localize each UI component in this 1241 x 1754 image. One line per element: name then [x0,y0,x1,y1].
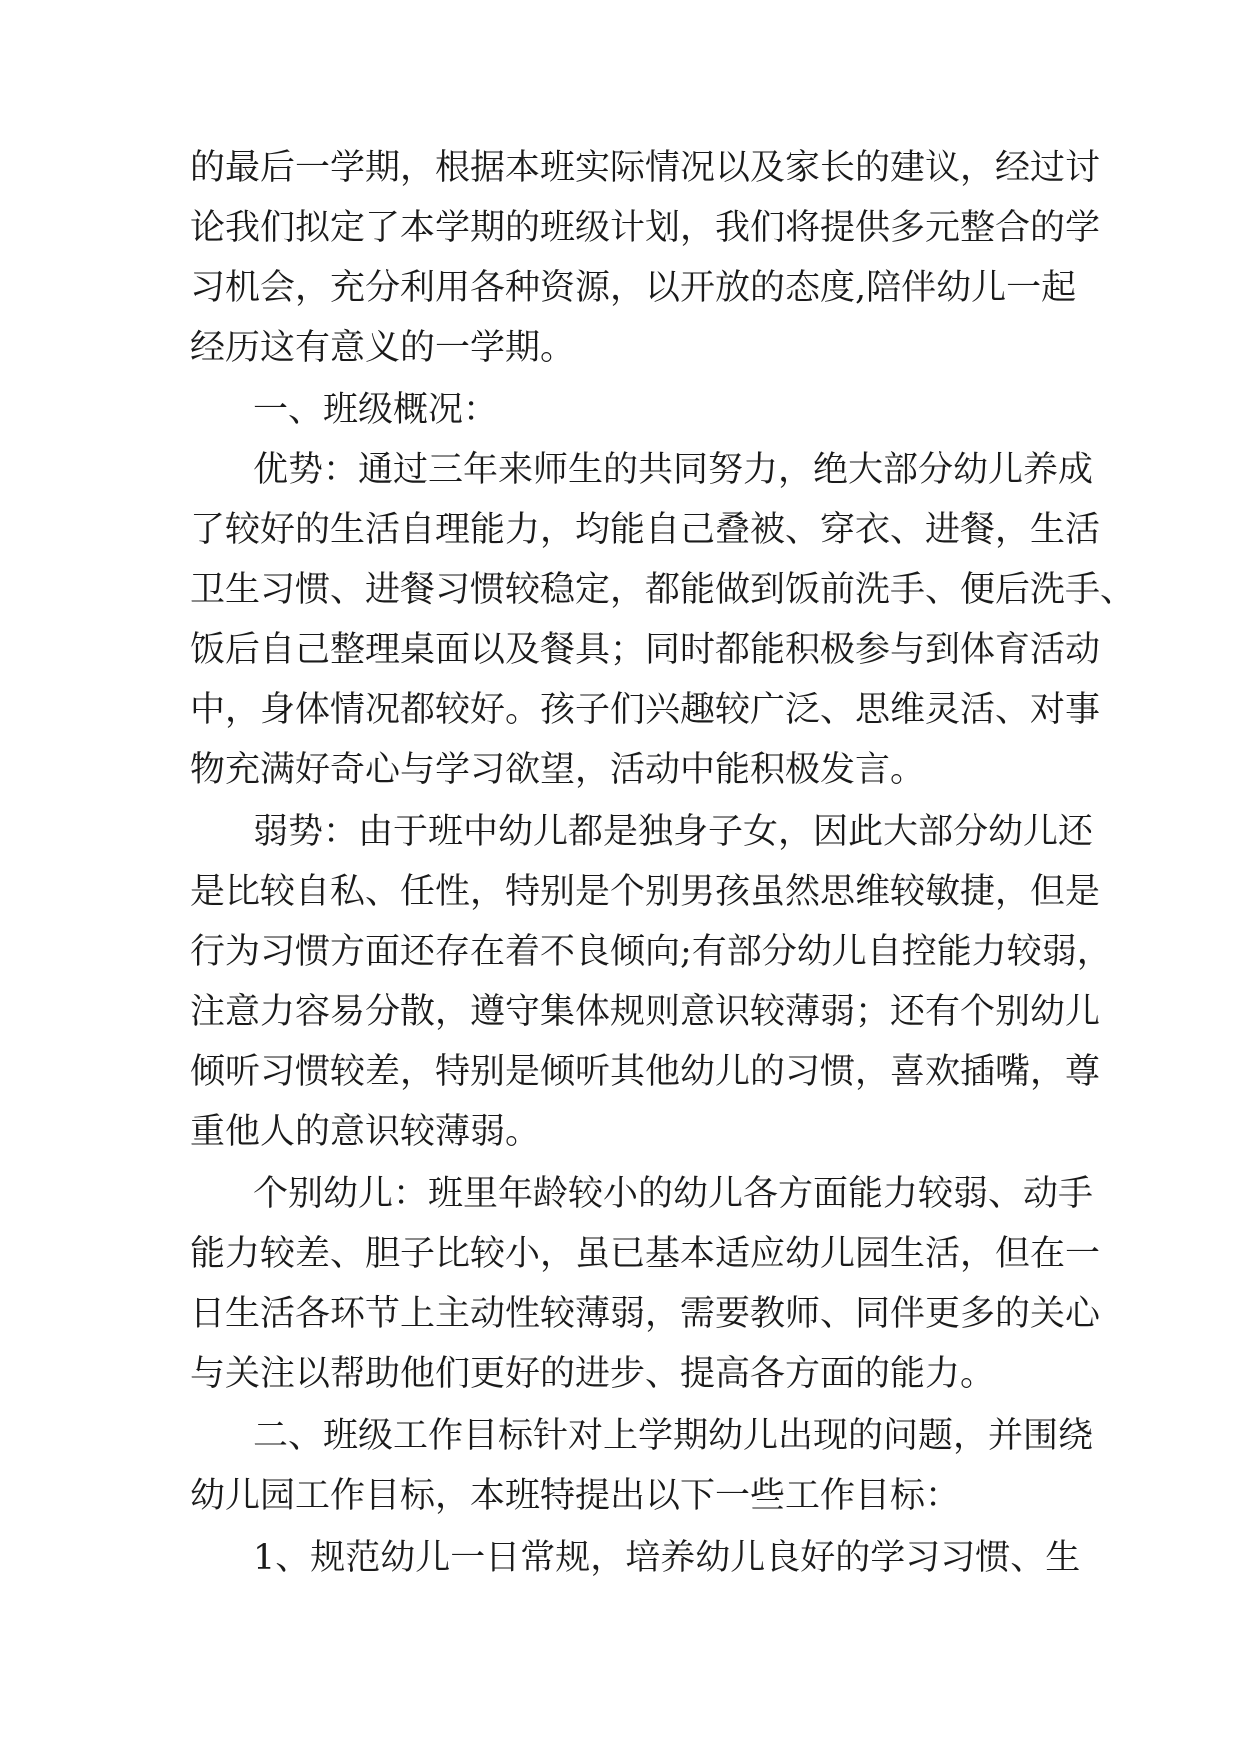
paragraph-individual-line-3: 日生活各环节上主动性较薄弱，需要教师、同伴更多的关心 [190,1294,1101,1334]
paragraph-individual-line-4: 与关注以帮助他们更好的进步、提高各方面的能力。 [190,1354,996,1394]
paragraph-weaknesses-line-5: 倾听习惯较差，特别是倾听其他幼儿的习惯，喜欢插嘴，尊 [190,1052,1101,1092]
paragraph-strengths-line-4: 饭后自己整理桌面以及餐具；同时都能积极参与到体育活动 [190,630,1101,670]
paragraph-strengths-line-6: 物充满好奇心与学习欲望，活动中能积极发言。 [190,750,926,790]
paragraph-goals-line-2: 幼儿园工作目标，本班特提出以下一些工作目标： [190,1476,961,1516]
paragraph-strengths-line-2: 了较好的生活自理能力，均能自己叠被、穿衣、进餐，生活 [190,510,1101,550]
paragraph-strengths-line-1: 优势：通过三年来师生的共同努力，绝大部分幼儿养成 [253,450,1094,490]
paragraph-intro-line-1: 的最后一学期，根据本班实际情况以及家长的建议，经过讨 [190,148,1101,188]
paragraph-goals-line-1: 二、班级工作目标针对上学期幼儿出现的问题，并围绕 [253,1416,1094,1456]
paragraph-individual-line-2: 能力较差、胆子比较小，虽已基本适应幼儿园生活，但在一 [190,1234,1101,1274]
paragraph-strengths-line-5: 中，身体情况都较好。孩子们兴趣较广泛、思维灵活、对事 [190,690,1101,730]
paragraph-weaknesses-line-3: 行为习惯方面还存在着不良倾向;有部分幼儿自控能力较弱， [190,932,1112,972]
paragraph-intro-line-2: 论我们拟定了本学期的班级计划，我们将提供多元整合的学 [190,208,1101,248]
paragraph-goal-1-line-1: 1、规范幼儿一日常规，培养幼儿良好的学习习惯、生 [253,1538,1081,1578]
paragraph-weaknesses-line-1: 弱势：由于班中幼儿都是独身子女，因此大部分幼儿还 [253,812,1094,852]
paragraph-strengths-line-3: 卫生习惯、进餐习惯较稳定，都能做到饭前洗手、便后洗手、 [190,570,1136,610]
paragraph-intro-line-3: 习机会，充分利用各种资源，以开放的态度,陪伴幼儿一起 [190,268,1077,308]
paragraph-weaknesses-line-2: 是比较自私、任性，特别是个别男孩虽然思维较敏捷，但是 [190,872,1101,912]
paragraph-weaknesses-line-4: 注意力容易分散，遵守集体规则意识较薄弱；还有个别幼儿 [190,992,1101,1032]
paragraph-individual-line-1: 个别幼儿：班里年龄较小的幼儿各方面能力较弱、动手 [253,1174,1094,1214]
paragraph-weaknesses-line-6: 重他人的意识较薄弱。 [190,1112,541,1152]
section-heading-class-overview: 一、班级概况： [253,390,499,430]
paragraph-intro-line-4: 经历这有意义的一学期。 [190,328,576,368]
